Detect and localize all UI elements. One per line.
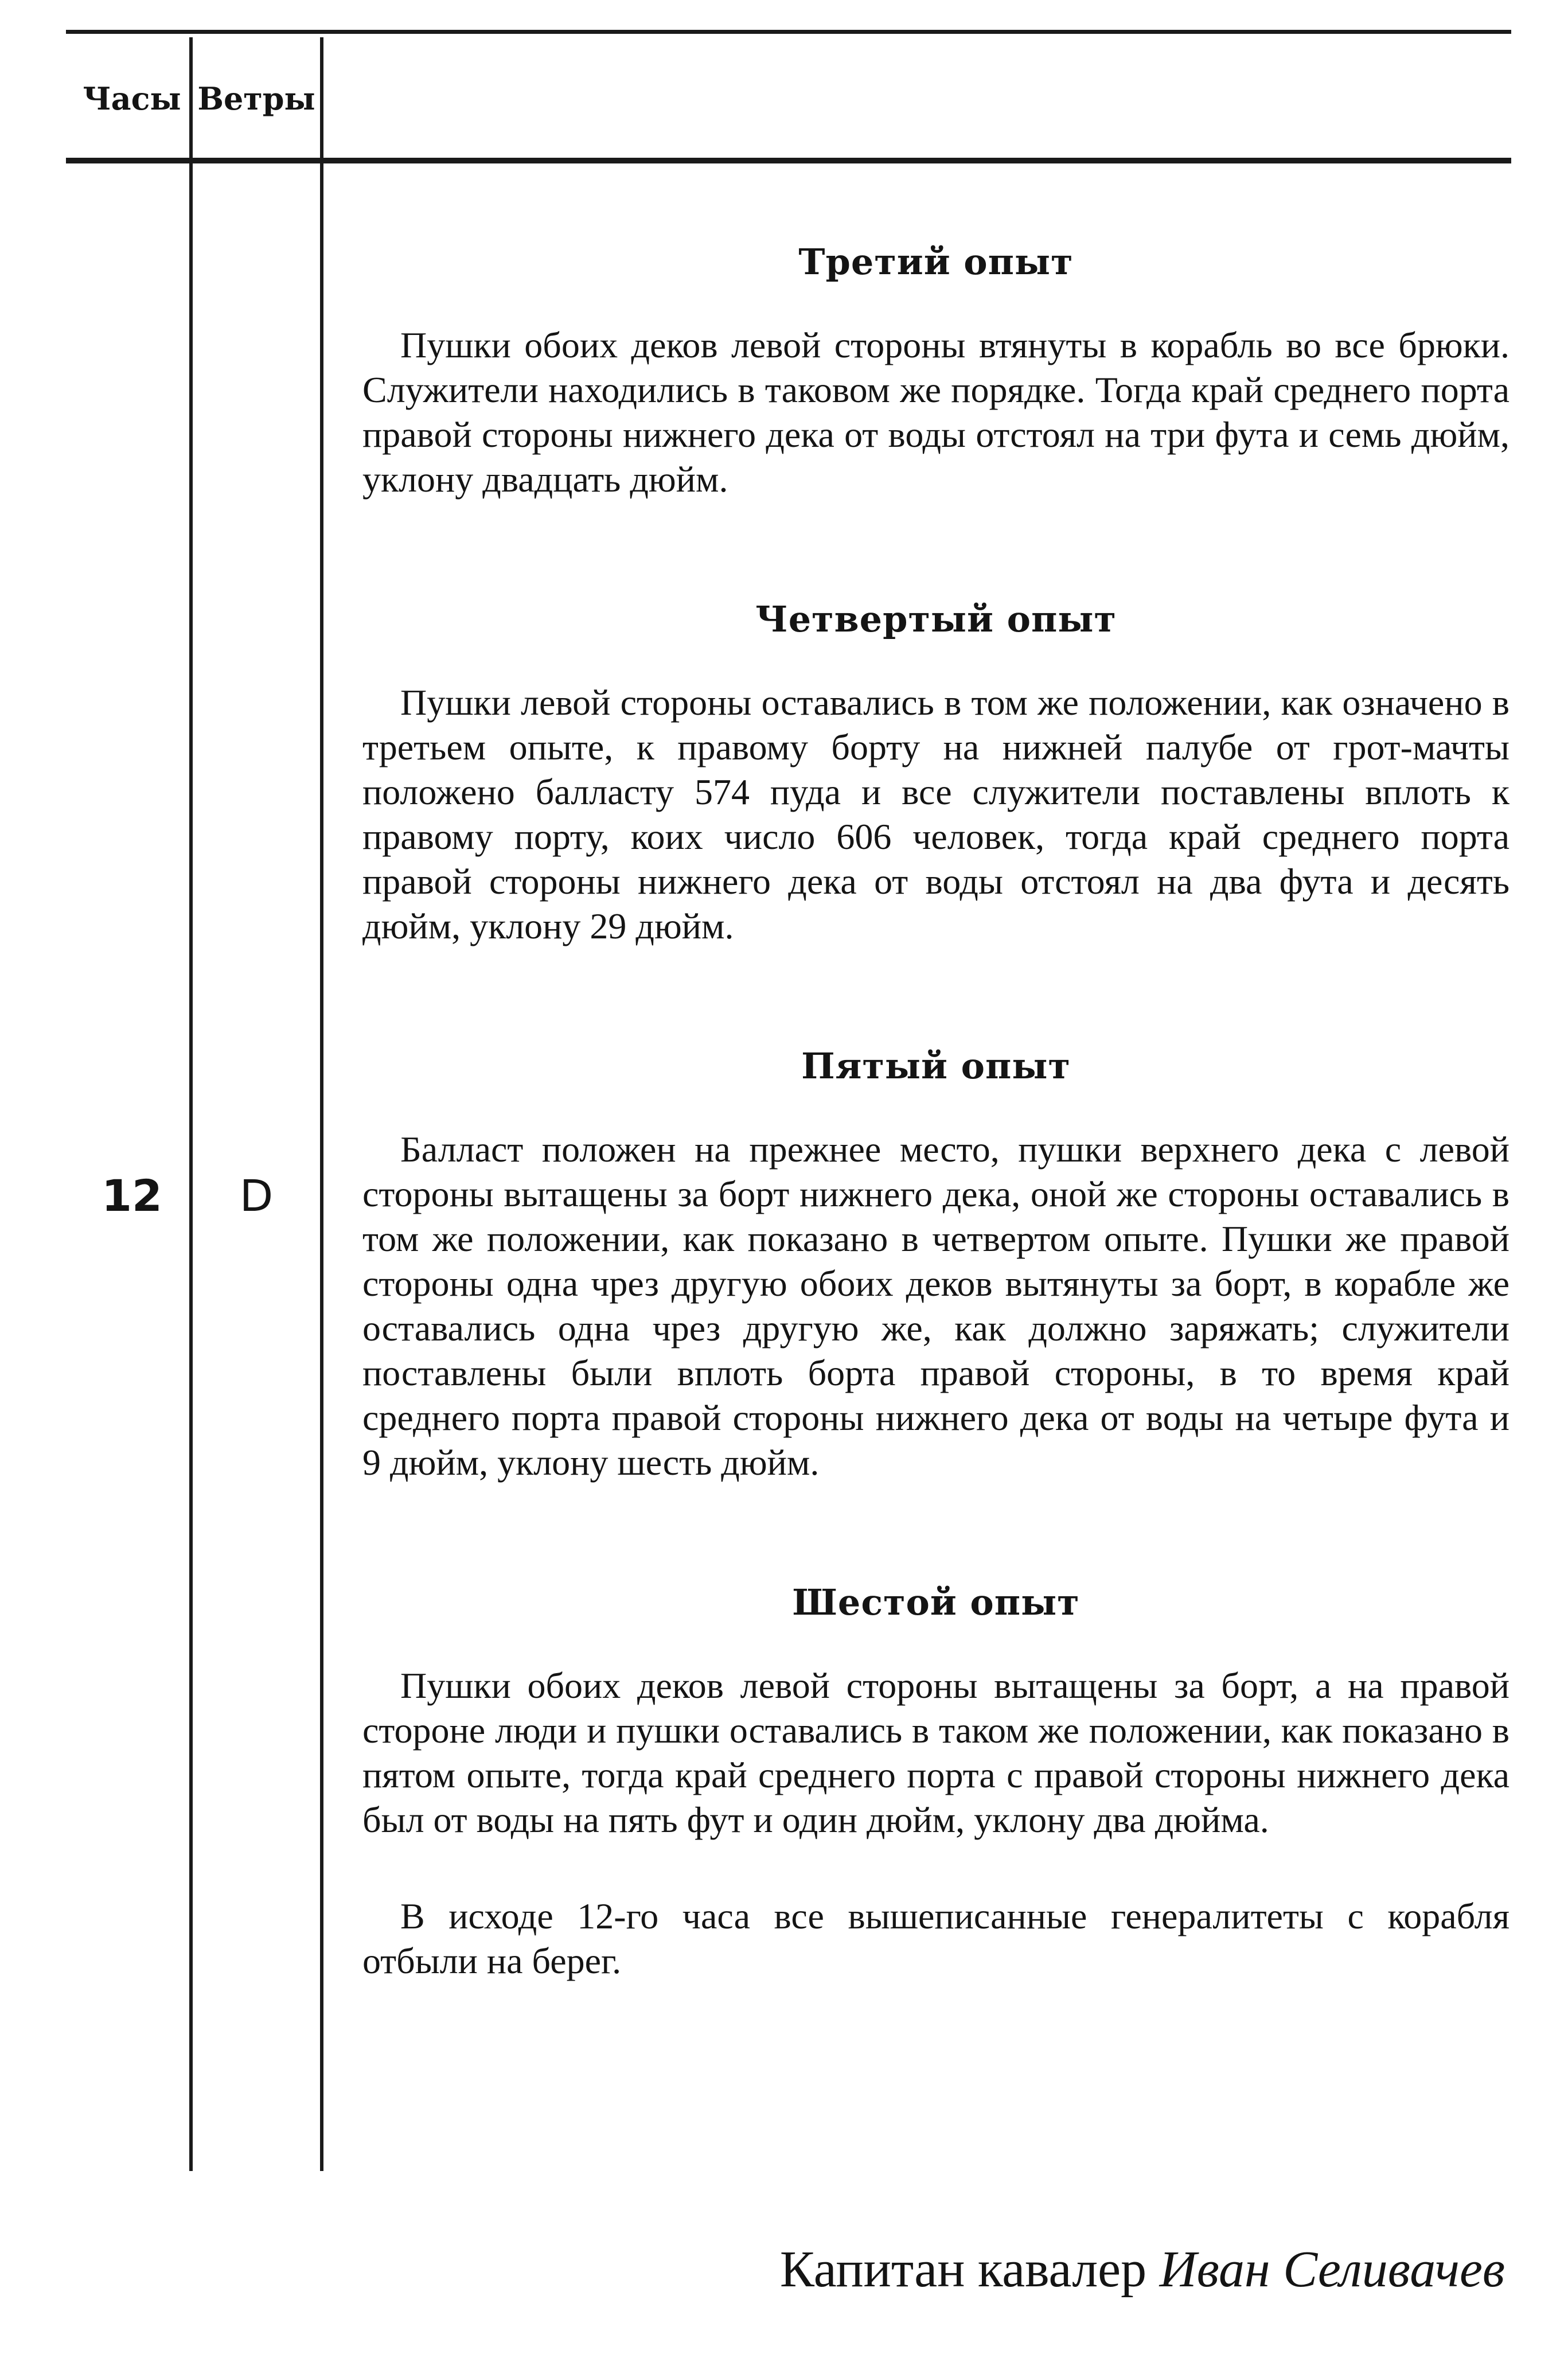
experiment-text: Балласт положен на прежнее место, пушки верхнего дека с левой стороны вытащены за борт нижнего дека, оной же стороны оставались в том же положении, как показано в четвертом опыте. Пушки же правой стороны одна чрез другую обоих деков вытянуты за борт, в корабле же оставались одна чрез другую же, как должно заряжать; служители поставлены были вплоть борта правой стороны, в то время край среднего порта правой стороны нижнего дека от воды на четыре фута и 9 дюйм, уклону шесть дюйм.: [362, 1129, 1510, 1483]
log-hour: 12: [102, 1170, 162, 1221]
experiment-text: Пушки обоих деков левой стороны вытащены за борт, а на правой стороне люди и пушки оставались в таком же положении, как показано в пятом опыте, тогда край среднего порта с правой стороны нижнего дека был от воды на пять фут и один дюйм, уклону два дюйма.: [362, 1665, 1510, 1840]
hours-column-header: Часы: [83, 80, 181, 117]
experiment-6: [362, 1581, 1510, 1842]
log-content: [362, 241, 1510, 1983]
header-bottom-rule: [66, 158, 1511, 163]
signature-rank: Капитан кавалер: [779, 2241, 1147, 2298]
experiment-5: [362, 1045, 1510, 1485]
top-rule: [66, 30, 1511, 34]
signature: [780, 2240, 1505, 2299]
experiment-text: Пушки обоих деков левой стороны втянуты в корабль во все брюки. Служители находились в таковом же порядке. Тогда край среднего порта правой стороны нижнего дека от воды отстоял на три фута и семь дюйм, уклону двадцать дюйм.: [362, 325, 1510, 500]
winds-column-divider: [320, 37, 323, 2171]
signature-name: Иван Селивачев: [1159, 2241, 1505, 2298]
experiment-title: Третий опыт: [798, 241, 1074, 283]
experiment-title: Шестой опыт: [792, 1581, 1080, 1623]
winds-column-header: Ветры: [197, 80, 315, 117]
log-wind: D: [239, 1170, 274, 1221]
experiment-3: [362, 241, 1510, 502]
experiment-title: Четвертый опыт: [755, 598, 1117, 640]
experiment-4: [362, 598, 1510, 949]
final-note: В исходе 12-го часа все вышеписанные генералитеты с корабля отбыли на берег.: [362, 1896, 1510, 1981]
hours-column-divider: [189, 37, 193, 2171]
experiment-text: Пушки левой стороны оставались в том же положении, как означено в третьем опыте, к правому борту на нижней палубе от грот-мачты положено балласту 574 пуда и все служители поставлены вплоть к правому порту, коих число 606 человек, тогда край среднего порта правой стороны нижнего дека от воды отстоял на два фута и десять дюйм, уклону 29 дюйм.: [362, 682, 1510, 946]
experiment-title: Пятый опыт: [801, 1045, 1071, 1087]
